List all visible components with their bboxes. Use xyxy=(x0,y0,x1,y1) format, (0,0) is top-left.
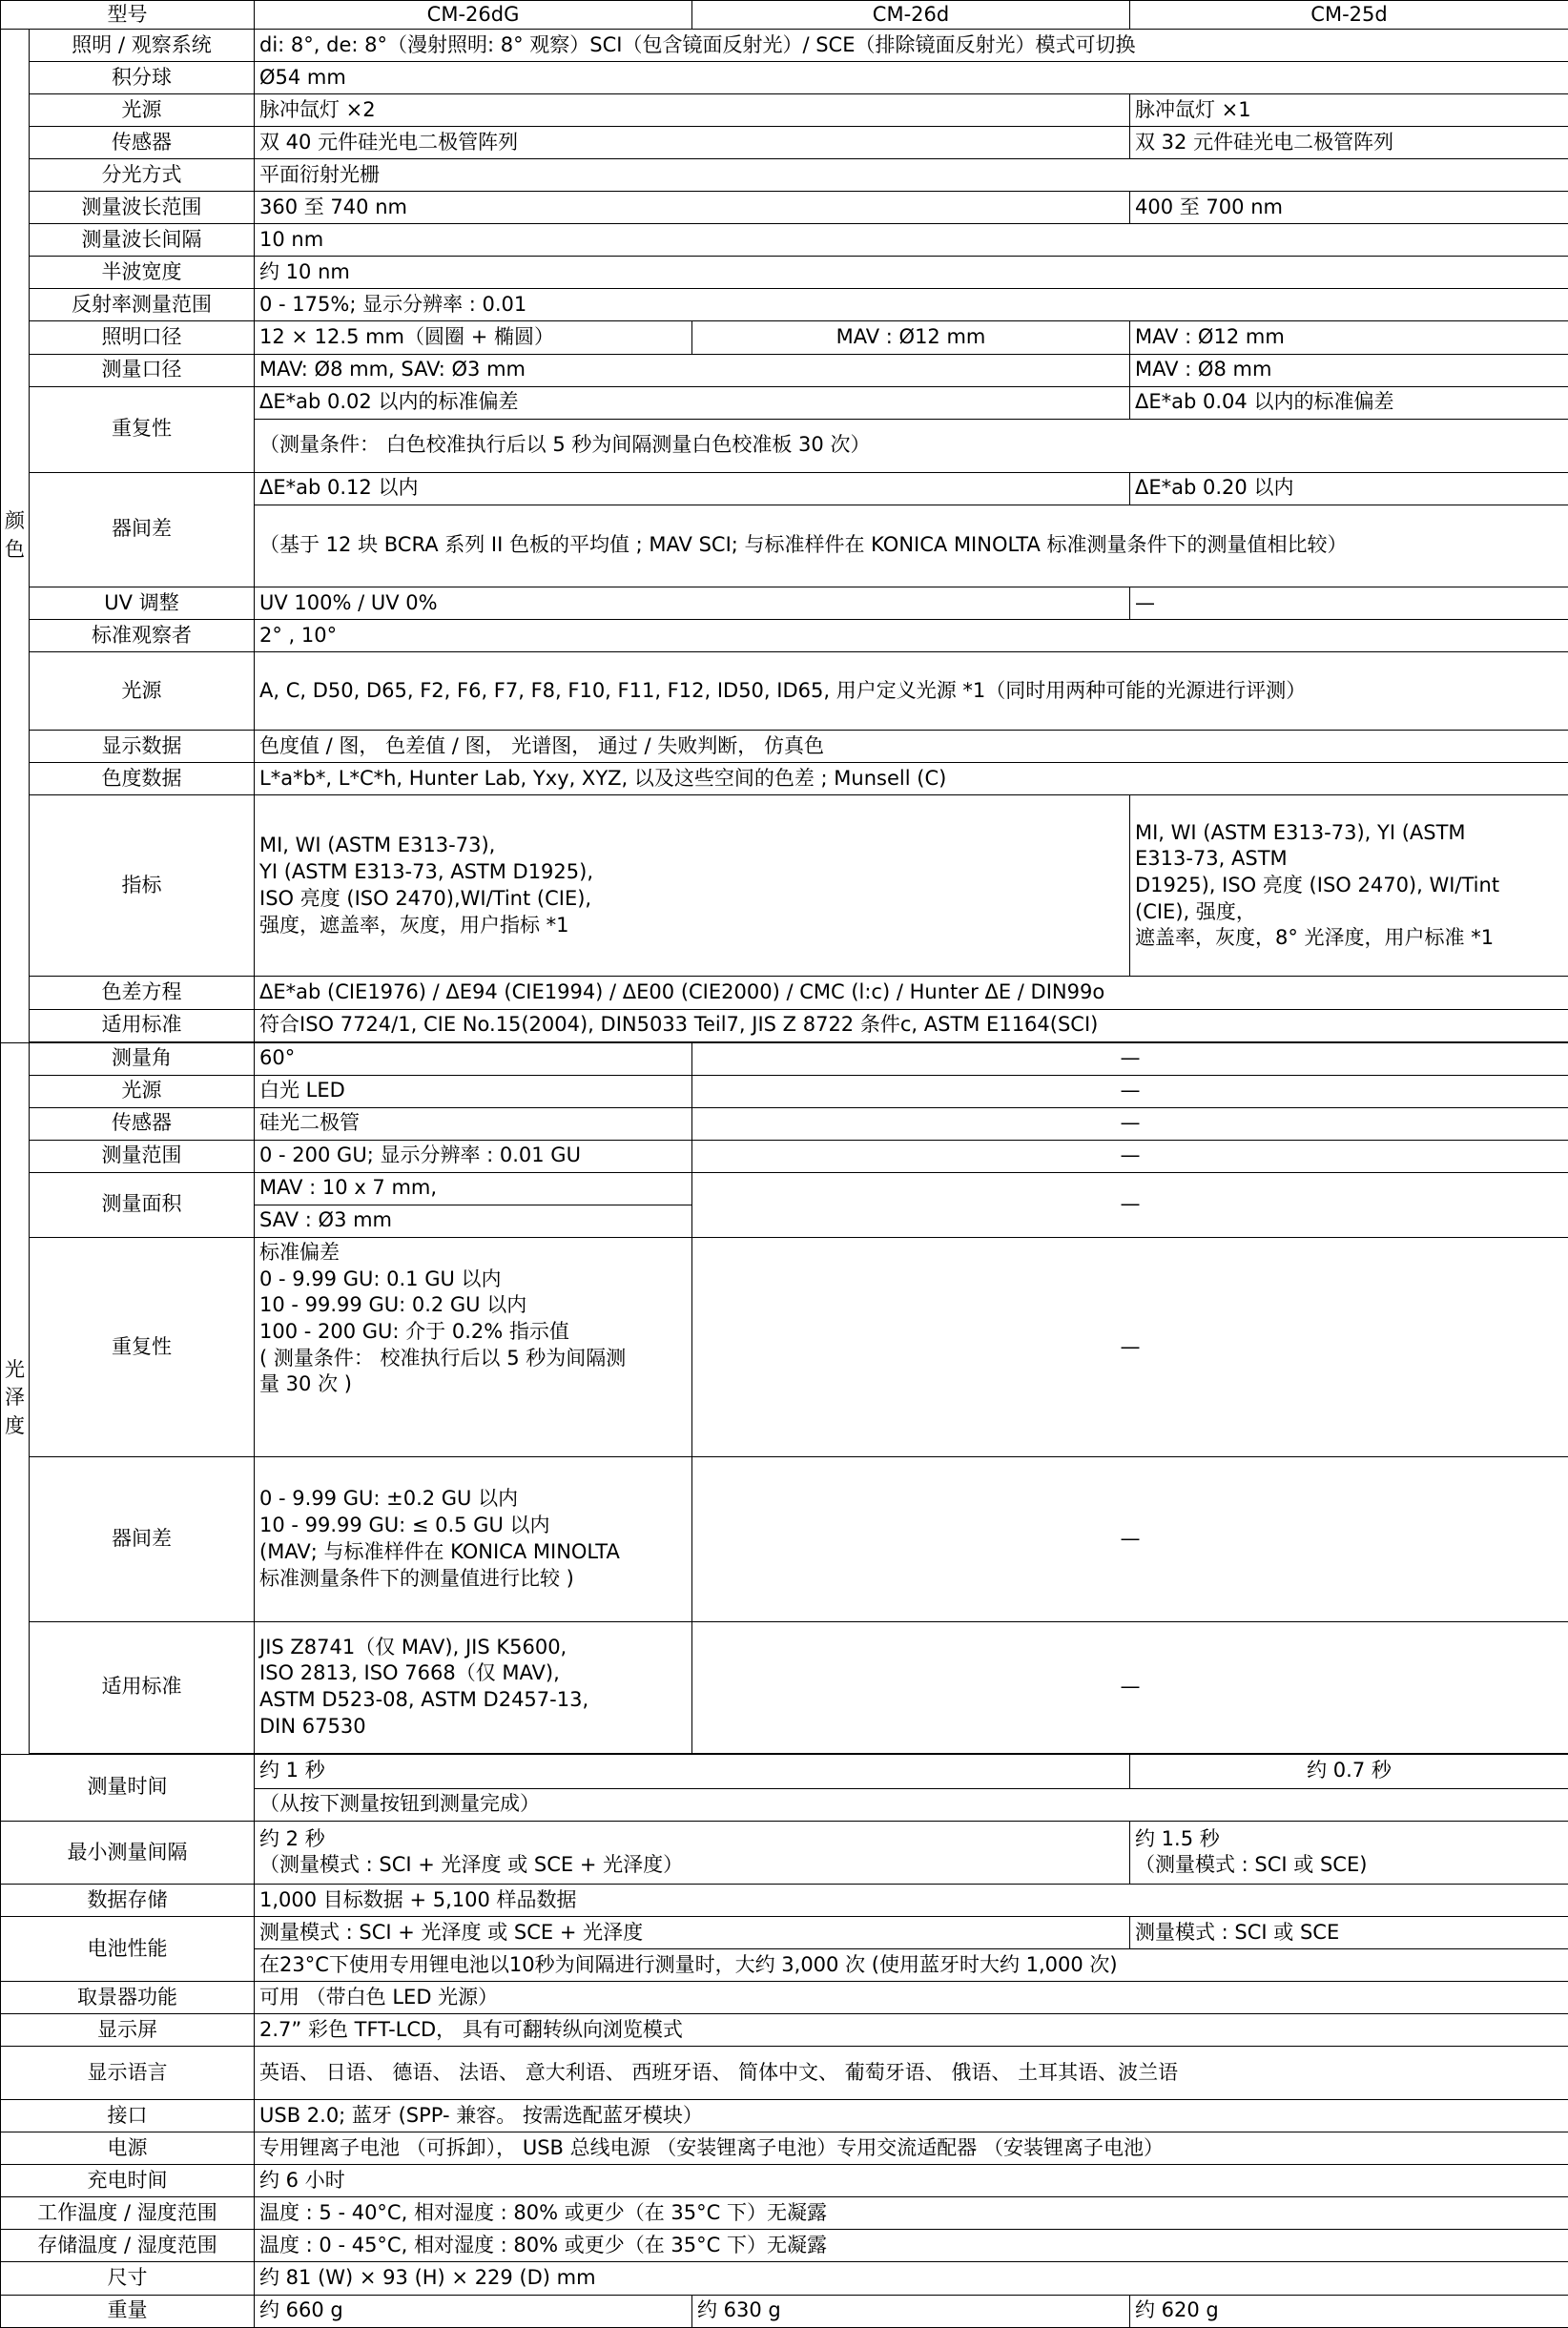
value-size: 约 81 (W) × 93 (H) × 229 (D) mm xyxy=(255,2262,1568,2295)
value-battery-a: 测量模式 : SCI + 光泽度 或 SCE + 光泽度 xyxy=(255,1916,1130,1948)
label-sttemp: 存储温度 / 湿度范围 xyxy=(1,2230,255,2262)
value-gloss-sensor-b: — xyxy=(692,1107,1568,1140)
value-screen: 2.7” 彩色 TFT-LCD， 具有可翻转纵向浏览模式 xyxy=(255,2014,1568,2047)
value-inter-a: ΔE*ab 0.12 以内 xyxy=(255,472,1130,505)
category-gloss: 光 泽 度 xyxy=(1,1042,30,1754)
value-gloss-repeat-b: — xyxy=(692,1237,1568,1456)
label-battery: 电池性能 xyxy=(1,1916,255,1981)
label-gloss-repeat: 重复性 xyxy=(30,1237,255,1456)
label-sphere: 积分球 xyxy=(30,62,255,94)
value-halfband: 约 10 nm xyxy=(255,257,1568,289)
label-weight: 重量 xyxy=(1,2295,255,2327)
value-gloss-area-b: — xyxy=(692,1172,1568,1237)
label-gloss-inter: 器间差 xyxy=(30,1457,255,1621)
value-wlrange-b: 400 至 700 nm xyxy=(1130,192,1568,224)
label-wlpitch: 测量波长间隔 xyxy=(30,224,255,257)
value-gloss-area-a: MAV : 10 x 7 mm, xyxy=(255,1172,692,1205)
label-viewfinder: 取景器功能 xyxy=(1,1982,255,2014)
value-interface: USB 2.0; 蓝牙 (SPP- 兼容。 按需选配蓝牙模块） xyxy=(255,2100,1568,2132)
value-gloss-sensor-a: 硅光二极管 xyxy=(255,1107,692,1140)
label-sensor: 传感器 xyxy=(30,127,255,159)
label-index: 指标 xyxy=(30,795,255,977)
label-measarea: 测量口径 xyxy=(30,354,255,386)
label-inter: 器间差 xyxy=(30,472,255,587)
value-power: 专用锂离子电池 （可拆卸）， USB 总线电源 （安装锂离子电池）专用交流适配器 （安装锂离子电池） xyxy=(255,2132,1568,2165)
label-diffeq: 色差方程 xyxy=(30,977,255,1009)
value-mtime-b: 约 0.7 秒 xyxy=(1130,1754,1568,1788)
header-cm26dg: CM-26dG xyxy=(255,1,692,30)
value-observer: 2° , 10° xyxy=(255,619,1568,651)
value-standard: 符合ISO 7724/1, CIE No.15(2004), DIN5033 Teil7, JIS Z 8722 条件c, ASTM E1164(SCI) xyxy=(255,1009,1568,1041)
value-battery-note: 在23°C下使用专用锂电池以10秒为间隔进行测量时，大约 3,000 次 (使用蓝牙时大约 1,000 次) xyxy=(255,1949,1568,1982)
category-color: 颜 色 xyxy=(1,30,30,1043)
label-display: 显示数据 xyxy=(30,731,255,763)
label-uv: UV 调整 xyxy=(30,587,255,619)
value-illumarea-b: MAV : Ø12 mm xyxy=(692,321,1130,354)
value-gloss-repeat-a: 标准偏差 0 - 9.99 GU: 0.1 GU 以内 10 - 99.99 GU: 0.2 GU 以内 100 - 200 GU: 介于 0.2% 指示值 ( 测量条件： 校准执行后以 5 秒为间隔测 量 30 次 ) xyxy=(255,1237,692,1456)
header-model: 型号 xyxy=(1,1,255,30)
value-gloss-inter-a: 0 - 9.99 GU: ±0.2 GU 以内 10 - 99.99 GU: ≤ 0.5 GU 以内 (MAV; 与标准样件在 KONICA MINOLTA 标准测量条件下的测量值进行比较 ) xyxy=(255,1457,692,1621)
value-illuminant: A, C, D50, D65, F2, F6, F7, F8, F10, F11, F12, ID50, ID65, 用户定义光源 *1（同时用两种可能的光源进行评测） xyxy=(255,651,1568,730)
label-power: 电源 xyxy=(1,2132,255,2165)
value-charge: 约 6 小时 xyxy=(255,2165,1568,2197)
value-sensor-b: 双 32 元件硅光电二极管阵列 xyxy=(1130,127,1568,159)
value-gloss-range-a: 0 - 200 GU; 显示分辨率 : 0.01 GU xyxy=(255,1140,692,1172)
value-gloss-standard-b: — xyxy=(692,1621,1568,1753)
value-mtime-a: 约 1 秒 xyxy=(255,1754,1130,1788)
value-illum: di: 8°, de: 8°（漫射照明: 8° 观察）SCI（包含镜面反射光）/ SCE（排除镜面反射光）模式可切换 xyxy=(255,30,1568,62)
label-size: 尺寸 xyxy=(1,2262,255,2295)
label-interface: 接口 xyxy=(1,2100,255,2132)
label-spectral: 分光方式 xyxy=(30,159,255,192)
value-battery-b: 测量模式 : SCI 或 SCE xyxy=(1130,1916,1568,1948)
value-interval-b: 约 1.5 秒 （测量模式 : SCI 或 SCE) xyxy=(1130,1821,1568,1884)
label-mtime: 测量时间 xyxy=(1,1754,255,1821)
label-gloss-source: 光源 xyxy=(30,1075,255,1107)
value-interval-a: 约 2 秒 （测量模式 : SCI + 光泽度 或 SCE + 光泽度） xyxy=(255,1821,1130,1884)
label-charge: 充电时间 xyxy=(1,2165,255,2197)
label-screen: 显示屏 xyxy=(1,2014,255,2047)
value-sttemp: 温度 : 0 - 45°C, 相对湿度 : 80% 或更少（在 35°C 下）无凝露 xyxy=(255,2230,1568,2262)
value-sphere: Ø54 mm xyxy=(255,62,1568,94)
value-index-b: MI, WI (ASTM E313-73), YI (ASTM E313-73, ASTM D1925), ISO 亮度 (ISO 2470), WI/Tint (CIE), 强度， 遮盖率，灰度，8° 光泽度，用户标准 *1 xyxy=(1130,795,1568,977)
header-cm25d: CM-25d xyxy=(1130,1,1568,30)
label-wlrange: 测量波长范围 xyxy=(30,192,255,224)
value-measarea-b: MAV : Ø8 mm xyxy=(1130,354,1568,386)
value-gloss-range-b: — xyxy=(692,1140,1568,1172)
value-viewfinder: 可用 （带白色 LED 光源） xyxy=(255,1982,1568,2014)
label-illum: 照明 / 观察系统 xyxy=(30,30,255,62)
value-lightsource-b: 脉冲氙灯 ×1 xyxy=(1130,94,1568,127)
value-illumarea-c: MAV : Ø12 mm xyxy=(1130,321,1568,354)
value-language: 英语、 日语、 德语、 法语、 意大利语、 西班牙语、 简体中文、 葡萄牙语、 俄语、 土耳其语、波兰语 xyxy=(255,2047,1568,2100)
label-standard: 适用标准 xyxy=(30,1009,255,1041)
label-lightsource: 光源 xyxy=(30,94,255,127)
value-sensor-a: 双 40 元件硅光电二极管阵列 xyxy=(255,127,1130,159)
value-measarea-a: MAV: Ø8 mm, SAV: Ø3 mm xyxy=(255,354,1130,386)
label-refl: 反射率测量范围 xyxy=(30,289,255,321)
value-diffeq: ΔE*ab (CIE1976) / ΔE94 (CIE1994) / ΔE00 (CIE2000) / CMC (l:c) / Hunter ΔE / DIN99o xyxy=(255,977,1568,1009)
value-repeat-note: （测量条件： 白色校准执行后以 5 秒为间隔测量白色校准板 30 次） xyxy=(255,419,1568,472)
value-gloss-angle-a: 60° xyxy=(255,1042,692,1075)
value-lightsource-a: 脉冲氙灯 ×2 xyxy=(255,94,1130,127)
value-wlrange-a: 360 至 740 nm xyxy=(255,192,1130,224)
value-spectral: 平面衍射光栅 xyxy=(255,159,1568,192)
value-illumarea-a: 12 × 12.5 mm（圆圈 + 椭圆） xyxy=(255,321,692,354)
value-inter-b: ΔE*ab 0.20 以内 xyxy=(1130,472,1568,505)
value-display: 色度值 / 图， 色差值 / 图， 光谱图， 通过 / 失败判断， 仿真色 xyxy=(255,731,1568,763)
label-repeat: 重复性 xyxy=(30,386,255,472)
value-uv-a: UV 100% / UV 0% xyxy=(255,587,1130,619)
value-optemp: 温度 : 5 - 40°C, 相对湿度 : 80% 或更少（在 35°C 下）无凝露 xyxy=(255,2197,1568,2230)
label-observer: 标准观察者 xyxy=(30,619,255,651)
label-gloss-angle: 测量角 xyxy=(30,1042,255,1075)
label-colorimetric: 色度数据 xyxy=(30,763,255,795)
label-gloss-range: 测量范围 xyxy=(30,1140,255,1172)
value-gloss-standard-a: JIS Z8741（仅 MAV), JIS K5600, ISO 2813, ISO 7668（仅 MAV), ASTM D523-08, ASTM D2457-13, DIN 67530 xyxy=(255,1621,692,1753)
label-illumarea: 照明口径 xyxy=(30,321,255,354)
value-gloss-inter-b: — xyxy=(692,1457,1568,1621)
value-storage: 1,000 目标数据 + 5,100 样品数据 xyxy=(255,1884,1568,1916)
value-weight-a: 约 660 g xyxy=(255,2295,692,2327)
label-language: 显示语言 xyxy=(1,2047,255,2100)
value-index-a: MI, WI (ASTM E313-73), YI (ASTM E313-73, ASTM D1925), ISO 亮度 (ISO 2470),WI/Tint (CIE), 强度，遮盖率，灰度，用户指标 *1 xyxy=(255,795,1130,977)
value-uv-b: — xyxy=(1130,587,1568,619)
value-gloss-angle-b: — xyxy=(692,1042,1568,1075)
label-gloss-standard: 适用标准 xyxy=(30,1621,255,1753)
value-gloss-source-a: 白光 LED xyxy=(255,1075,692,1107)
label-halfband: 半波宽度 xyxy=(30,257,255,289)
header-cm26d: CM-26d xyxy=(692,1,1130,30)
label-optemp: 工作温度 / 湿度范围 xyxy=(1,2197,255,2230)
label-illuminant: 光源 xyxy=(30,651,255,730)
value-weight-b: 约 630 g xyxy=(692,2295,1130,2327)
value-repeat-b: ΔE*ab 0.04 以内的标准偏差 xyxy=(1130,386,1568,419)
value-colorimetric: L*a*b*, L*C*h, Hunter Lab, Yxy, XYZ, 以及这些空间的色差 ; Munsell (C) xyxy=(255,763,1568,795)
value-weight-c: 约 620 g xyxy=(1130,2295,1568,2327)
label-interval: 最小测量间隔 xyxy=(1,1821,255,1884)
label-gloss-sensor: 传感器 xyxy=(30,1107,255,1140)
value-repeat-a: ΔE*ab 0.02 以内的标准偏差 xyxy=(255,386,1130,419)
value-gloss-source-b: — xyxy=(692,1075,1568,1107)
label-gloss-area: 测量面积 xyxy=(30,1172,255,1237)
value-refl: 0 - 175%; 显示分辨率 : 0.01 xyxy=(255,289,1568,321)
label-storage: 数据存储 xyxy=(1,1884,255,1916)
value-gloss-area-a2: SAV : Ø3 mm xyxy=(255,1205,692,1237)
value-wlpitch: 10 nm xyxy=(255,224,1568,257)
value-mtime-note: （从按下测量按钮到测量完成） xyxy=(255,1788,1568,1821)
value-inter-note: （基于 12 块 BCRA 系列 II 色板的平均值 ; MAV SCI; 与标准样件在 KONICA MINOLTA 标准测量条件下的测量值相比较） xyxy=(255,505,1568,587)
